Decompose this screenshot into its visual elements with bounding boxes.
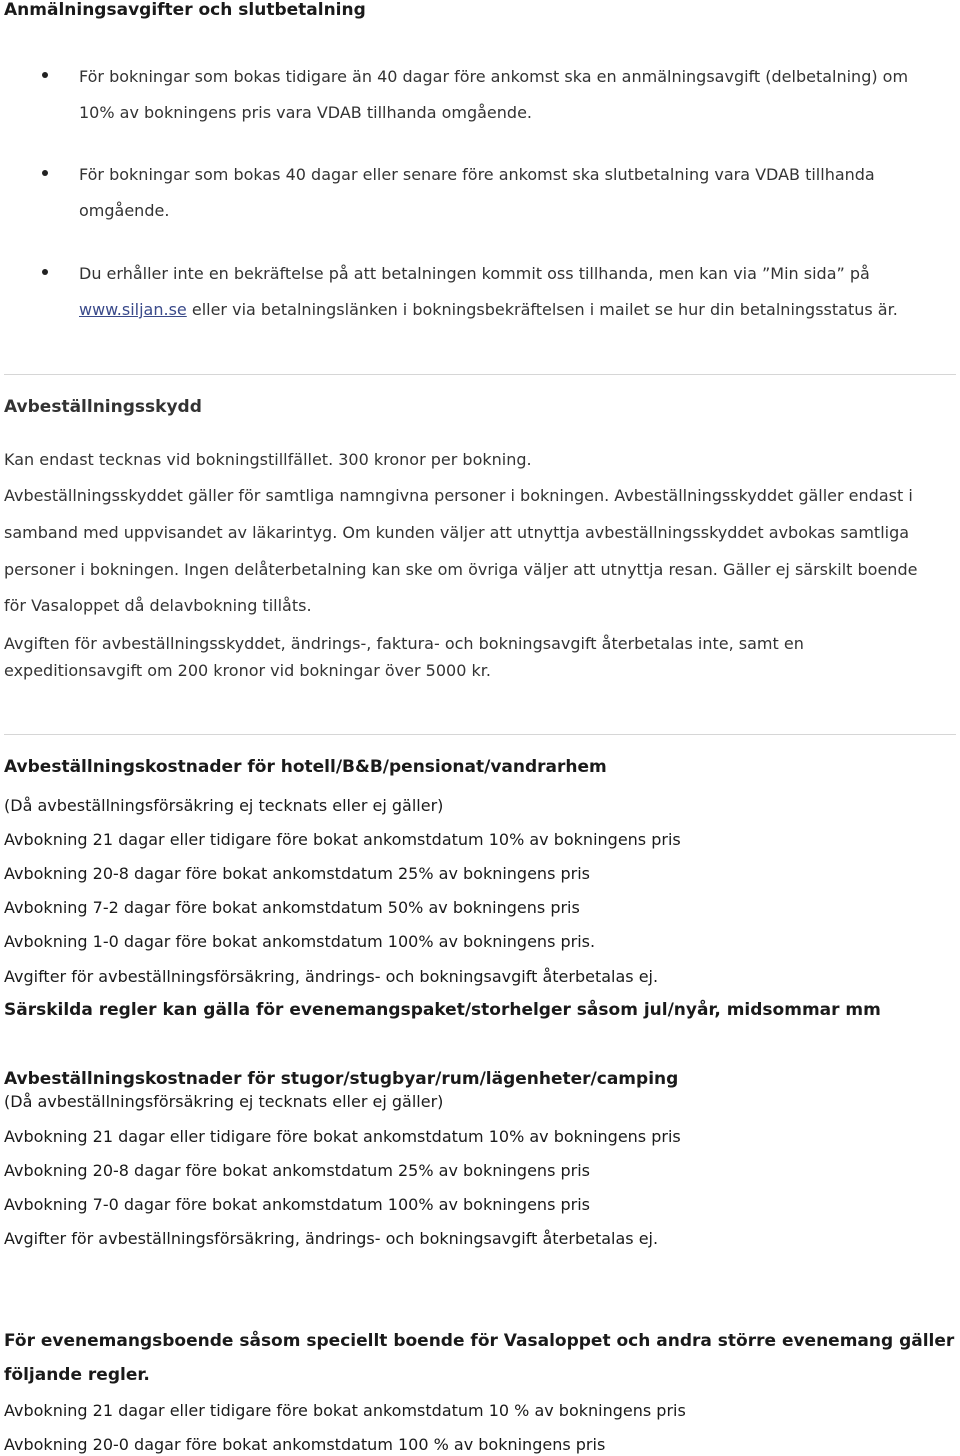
- siljan-link[interactable]: www.siljan.se: [79, 300, 187, 319]
- hotel-line-4: Avbokning 1-0 dagar före bokat ankomstdatum 100% av bokningens pris.: [4, 932, 596, 951]
- divider: [4, 374, 956, 375]
- bullet-3-line-2: [79, 300, 898, 319]
- bullet-icon: [42, 269, 48, 275]
- special-rules-note: Särskilda regler kan gälla för evenemangspaket/storhelger såsom jul/nyår, midsommar mm: [4, 1000, 881, 1020]
- cabin-line-4: Avgifter för avbeställningsförsäkring, ändrings- och bokningsavgift återbetalas ej.: [4, 1229, 659, 1248]
- section-title-cancellation-protection: Avbeställningsskydd: [4, 397, 202, 417]
- bullet-2-line-1: För bokningar som bokas 40 dagar eller senare före ankomst ska slutbetalning vara VDAB tillhanda: [79, 165, 875, 184]
- event-line-2: Avbokning 20-0 dagar före bokat ankomstdatum 100 % av bokningens pris: [4, 1435, 606, 1454]
- section-title-hotel-costs: Avbeställningskostnader för hotell/B&B/pensionat/vandrarhem: [4, 757, 607, 777]
- protection-line-6: Avgiften för avbeställningsskyddet, ändrings-, faktura- och bokningsavgift återbetalas inte, samt en: [4, 634, 804, 653]
- section-title-event-line-1: För evenemangsboende såsom speciellt boende för Vasaloppet och andra större evenemang gäller: [4, 1331, 955, 1351]
- bullet-icon: [42, 170, 48, 176]
- cabin-line-2: Avbokning 20-8 dagar före bokat ankomstdatum 25% av bokningens pris: [4, 1161, 591, 1180]
- cabin-subtitle: (Då avbeställningsförsäkring ej tecknats eller ej gäller): [4, 1092, 444, 1111]
- hotel-line-5: Avgifter för avbeställningsförsäkring, ändrings- och bokningsavgift återbetalas ej.: [4, 967, 659, 986]
- event-line-1: Avbokning 21 dagar eller tidigare före bokat ankomstdatum 10 % av bokningens pris: [4, 1401, 686, 1420]
- protection-line-2: Avbeställningsskyddet gäller för samtliga namngivna personer i bokningen. Avbeställningsskyddet gäller endast i: [4, 486, 913, 505]
- cabin-line-1: Avbokning 21 dagar eller tidigare före bokat ankomstdatum 10% av bokningens pris: [4, 1127, 681, 1146]
- section-title-payment: Anmälningsavgifter och slutbetalning: [4, 0, 366, 20]
- bullet-3-line-1: Du erhåller inte en bekräftelse på att betalningen kommit oss tillhanda, men kan via ”Min sida” på: [79, 264, 870, 283]
- bullet-1-line-2: 10% av bokningens pris vara VDAB tillhanda omgående.: [79, 103, 532, 122]
- protection-line-4: personer i bokningen. Ingen delåterbetalning kan ske om övriga väljer att utnyttja resan. Gäller ej särskilt boende: [4, 560, 918, 579]
- bullet-2-line-2: omgående.: [79, 201, 170, 220]
- hotel-line-1: Avbokning 21 dagar eller tidigare före bokat ankomstdatum 10% av bokningens pris: [4, 830, 681, 849]
- protection-line-7: expeditionsavgift om 200 kronor vid bokningar över 5000 kr.: [4, 661, 491, 680]
- section-title-cabin-costs: Avbeställningskostnader för stugor/stugbyar/rum/lägenheter/camping: [4, 1069, 679, 1089]
- protection-line-5: för Vasaloppet då delavbokning tillåts.: [4, 596, 312, 615]
- protection-line-1: Kan endast tecknas vid bokningstillfället. 300 kronor per bokning.: [4, 450, 532, 469]
- bullet-3-line-2-text: eller via betalningslänken i bokningsbekräftelsen i mailet se hur din betalningsstatus är.: [186, 300, 898, 319]
- hotel-line-3: Avbokning 7-2 dagar före bokat ankomstdatum 50% av bokningens pris: [4, 898, 580, 917]
- bullet-1-line-1: För bokningar som bokas tidigare än 40 dagar före ankomst ska en anmälningsavgift (delbetalning) om: [79, 67, 909, 86]
- section-title-event-line-2: följande regler.: [4, 1365, 150, 1385]
- protection-line-3: samband med uppvisandet av läkarintyg. Om kunden väljer att utnyttja avbeställningsskyddet avbokas samtliga: [4, 523, 910, 542]
- divider: [4, 734, 956, 735]
- cabin-line-3: Avbokning 7-0 dagar före bokat ankomstdatum 100% av bokningens pris: [4, 1195, 591, 1214]
- bullet-icon: [42, 72, 48, 78]
- hotel-line-2: Avbokning 20-8 dagar före bokat ankomstdatum 25% av bokningens pris: [4, 864, 591, 883]
- hotel-subtitle: (Då avbeställningsförsäkring ej tecknats eller ej gäller): [4, 796, 444, 815]
